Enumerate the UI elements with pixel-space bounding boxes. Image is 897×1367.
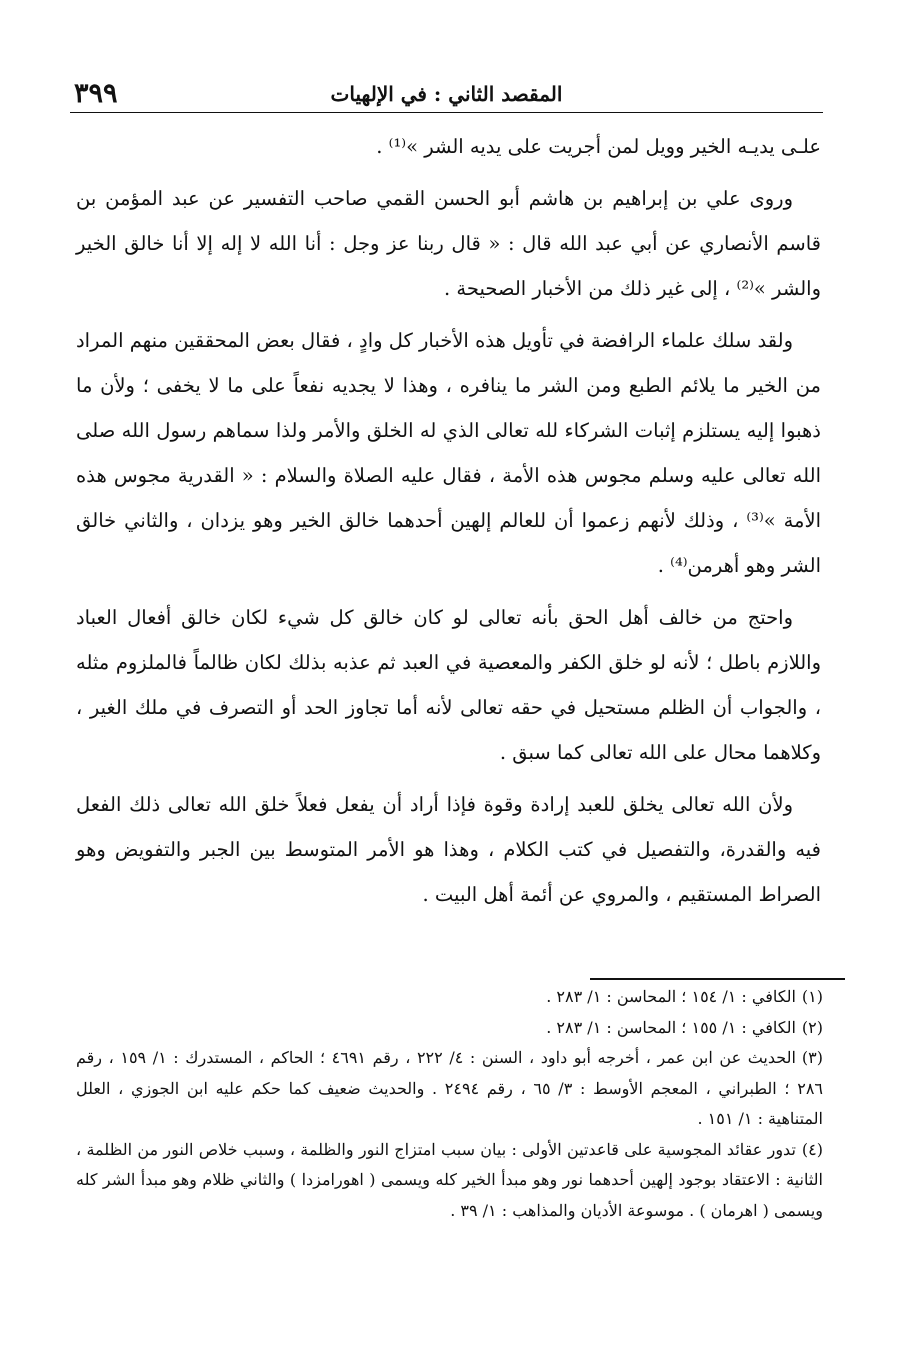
footnote-2 — [76, 1013, 823, 1044]
footnote-text: الحديث عن ابن عمر ، أخرجه أبو داود ، السنن : ٤/ ٢٢٢ ، رقم ٤٦٩١ ؛ الحاكم ، المستدرك : ١/ ١٥٩ ، رقم ٢٨٦ ؛ الطبراني ، المعجم الأوسط : ٣/ ٦٥ ، رقم ٢٤٩٤ . والحديث ضعيف كما حكم عليه ابن الجوزي ، العلل المتناهية : ١/ ١٥١ . — [76, 1048, 823, 1128]
paragraph-4: واحتج من خالف أهل الحق بأنه تعالى لو كان خالق كل شيء لكان خالق أفعال العباد واللازم باطل ؛ لأنه لو خلق الكفر والمعصية في العبد ثم عذبه بذلك لكان ظالماً فالملزوم مثله ، والجواب أن الظلم مستحيل في حقه تعالى لأنه أما تجاوز الحد أو التصرف في ملك الغير ، وكلاهما محال على الله تعالى كما سبق . — [76, 606, 821, 764]
page-number: ٣٩٩ — [74, 78, 118, 109]
paragraph-1: علـى يديـه الخير وويل لمن أجريت على يديه الشر »⁽¹⁾ . — [376, 135, 821, 158]
footnote-3 — [76, 1043, 823, 1135]
footnotes — [76, 982, 823, 1226]
footnote-number: (٤) — [801, 1139, 823, 1159]
footnote-number: (١) — [801, 987, 823, 1006]
footnote-divider — [590, 978, 845, 980]
main-text — [76, 124, 821, 917]
footnote-1 — [76, 982, 823, 1013]
paragraph-2: وروى علي بن إبراهيم بن هاشم أبو الحسن القمي صاحب التفسير عن عبد المؤمن بن قاسم الأنصاري عن أبي عبد الله قال : « قال ربنا عز وجل : أنا الله لا إله إلا أنا خالق الخير والشر »⁽²⁾ ، إلى غير ذلك من الأخبار الصحيحة . — [76, 187, 821, 300]
paragraph-3: ولقد سلك علماء الرافضة في تأويل هذه الأخبار كل وادٍ ، فقال بعض المحققين منهم المراد من الخير ما يلائم الطبع ومن الشر ما ينافره ، وهذا لا يجديه نفعاً على ما لا يخفى ؛ ولأن ما ذهبوا إليه يستلزم إثبات الشركاء لله تعالى الذي له الخلق والأمر ولذا سماهم رسول الله صلى الله تعالى عليه وسلم مجوس هذه الأمة ، فقال عليه الصلاة والسلام : « القدرية مجوس هذه الأمة »⁽³⁾ ، وذلك لأنهم زعموا أن للعالم إلهين أحدهما خالق الخير وهو يزدان ، والثاني خالق الشر وهو أهرمن⁽⁴⁾ . — [76, 329, 822, 577]
running-title: المقصد الثاني : في الإلهيات — [330, 82, 563, 106]
header-divider — [70, 112, 823, 113]
footnote-4 — [76, 1135, 823, 1227]
paragraph-5: ولأن الله تعالى يخلق للعبد إرادة وقوة فإذا أراد أن يفعل فعلاً خلق الله تعالى ذلك الفعل فيه والقدرة، والتفصيل في كتب الكلام ، وهذا هو الأمر المتوسط بين الجبر والتفويض وهو الصراط المستقيم ، والمروي عن أئمة أهل البيت . — [76, 793, 821, 906]
page-header — [70, 78, 823, 112]
footnote-number: (٢) — [801, 1017, 823, 1037]
footnote-text: الكافي : ١/ ١٥٥ ؛ المحاسن : ١/ ٢٨٣ . — [546, 1017, 796, 1037]
footnote-text: الكافي : ١/ ١٥٤ ؛ المحاسن : ١/ ٢٨٣ . — [546, 987, 796, 1006]
footnote-text: تدور عقائد المجوسية على قاعدتين الأولى : بيان سبب امتزاج النور والظلمة ، وسبب خلاص النور من الظلمة ، الثانية : الاعتقاد بوجود إلهين أحدهما نور وهو مبدأ الخير كله ويسمى ( اهورامزدا ) والثاني ظلام وهو مبدأ الشر كله ويسمى ( اهرمان ) . موسوعة الأديان والمذاهب : ١/ ٣٩ . — [76, 1139, 823, 1220]
footnote-number: (٣) — [801, 1048, 824, 1067]
